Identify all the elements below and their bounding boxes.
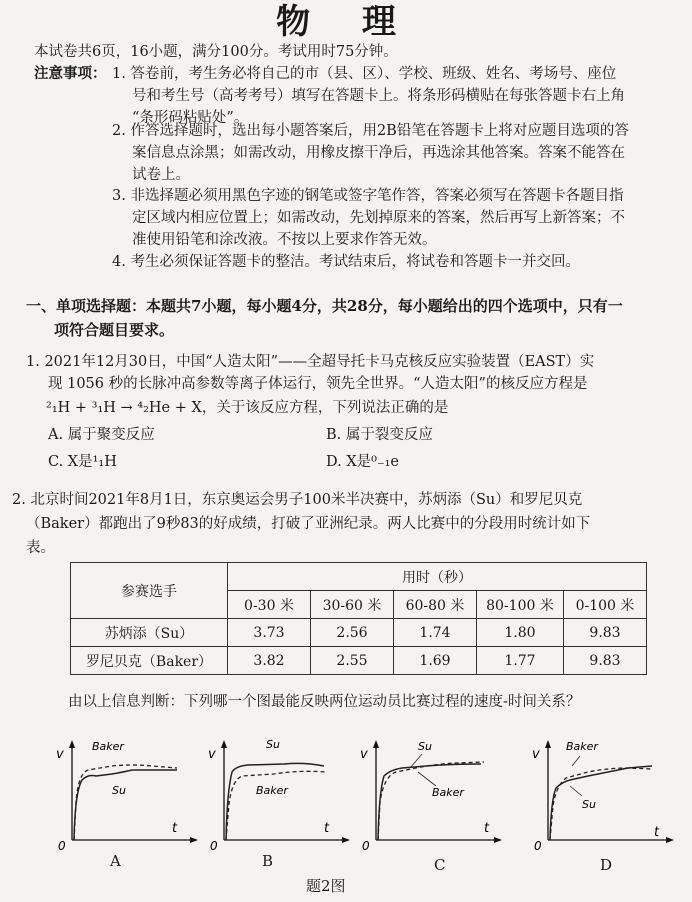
time-header: 用时（秒） — [228, 563, 647, 591]
segment-header: 0-30 米 — [228, 591, 311, 619]
segment-header: 0-100 米 — [564, 591, 647, 619]
q1-option-c: C. X是¹₁H — [48, 454, 117, 470]
figure-caption: 题2图 — [306, 877, 346, 895]
time-cell: 2.56 — [311, 619, 394, 647]
split-times-table — [70, 562, 647, 675]
graph-d — [528, 732, 678, 856]
segment-header: 30-60 米 — [311, 591, 394, 619]
notice-2-line-3: 试卷上。 — [132, 167, 190, 183]
graph-a-solid-label: Su — [112, 784, 126, 797]
graph-a-dashed-label: Baker — [92, 740, 124, 753]
graph-d-v-label: v — [532, 747, 540, 762]
q2-line-2: （Baker）都跑出了9秒83的好成绩，打破了亚洲纪录。两人比赛中的分段用时统计如下 — [26, 516, 591, 532]
table-header-row — [71, 563, 647, 591]
graph-a-t-label: t — [172, 821, 178, 836]
section-1-heading-cont: 项符合题目要求。 — [54, 321, 175, 339]
time-cell: 1.77 — [477, 647, 564, 675]
time-cell: 9.83 — [564, 619, 647, 647]
time-cell: 1.80 — [477, 619, 564, 647]
graph-b — [204, 732, 354, 856]
q1-equation: ²₁H + ³₁H → ⁴₂He + X，关于该反应方程，下列说法正确的是 — [46, 400, 449, 416]
notice-2-line-1: 2. 作答选择题时，选出每小题答案后，用2B铅笔在答题卡上将对应题目选项的答 — [112, 123, 629, 139]
time-cell: 9.83 — [564, 647, 647, 675]
notice-1-line-1: 1. 答卷前，考生务必将自己的市（县、区）、学校、班级、姓名、考场号、座位 — [112, 66, 617, 82]
graph-d-dashed-label: Baker — [566, 740, 598, 753]
graph-d-t-label: t — [654, 825, 660, 840]
graph-c-origin: 0 — [362, 839, 370, 852]
time-cell: 1.69 — [394, 647, 477, 675]
notice-2-line-2: 案信息点涂黑；如需改动，用橡皮擦干净后，再选涂其他答案。答案不能答在 — [132, 145, 625, 161]
notice-4-line-1: 4. 考生必须保证答题卡的整洁。考试结束后，将试卷和答题卡一并交回。 — [112, 254, 580, 270]
section-1-heading: 一、单项选择题：本题共7小题，每小题4分，共28分，每小题给出的四个选项中，只有一 — [26, 297, 623, 315]
graph-d-letter: D — [600, 856, 613, 874]
graph-c-dashed-label: Baker — [432, 786, 464, 799]
page-title: 物 理 — [276, 2, 416, 42]
player-name: 罗尼贝克（Baker） — [71, 647, 228, 675]
graph-d-origin: 0 — [534, 839, 542, 852]
notice-1-line-2: 号和考生号（高考考号）填写在答题卡上。将条形码横贴在每张答题卡右上角 — [132, 88, 625, 104]
graph-a-letter: A — [110, 852, 121, 870]
q2-line-1: 2. 北京时间2021年8月1日，东京奥运会男子100米半决赛中，苏炳添（Su）和罗尼贝克 — [12, 492, 583, 508]
notice-3-line-3: 准使用铅笔和涂改液。不按以上要求作答无效。 — [132, 232, 437, 248]
graph-c-letter: C — [434, 856, 446, 874]
time-cell: 3.73 — [228, 619, 311, 647]
time-cell: 3.82 — [228, 647, 311, 675]
notice-label: 注意事项： — [34, 65, 107, 82]
q2-line-3: 表。 — [26, 540, 55, 556]
graph-c-t-label: t — [484, 821, 490, 836]
graph-c-solid-label: Su — [418, 740, 432, 753]
segment-header: 60-80 米 — [394, 591, 477, 619]
player-header: 参赛选手 — [71, 563, 228, 619]
q1-option-d: D. X是⁰₋₁e — [326, 454, 400, 470]
q1-option-a: A. 属于聚变反应 — [48, 427, 155, 443]
graph-b-origin: 0 — [210, 839, 218, 852]
graph-c-v-label: v — [360, 747, 368, 762]
graph-b-v-label: v — [208, 747, 216, 762]
q2-question: 由以上信息判断：下列哪一个图最能反映两位运动员比赛过程的速度-时间关系？ — [68, 694, 581, 710]
q1-option-b: B. 属于裂变反应 — [326, 427, 433, 443]
exam-intro: 本试卷共6页，16小题，满分100分。考试用时75分钟。 — [34, 44, 398, 60]
table-row — [71, 647, 647, 675]
table-row — [71, 619, 647, 647]
graph-b-solid-label: Su — [266, 738, 280, 751]
player-name: 苏炳添（Su） — [71, 619, 228, 647]
graph-c — [356, 732, 506, 856]
graph-a — [52, 732, 202, 856]
graph-a-v-label: v — [56, 747, 64, 762]
graph-d-solid-label: Su — [582, 798, 596, 811]
graph-b-letter: B — [262, 852, 274, 870]
graph-b-t-label: t — [324, 821, 330, 836]
q1-line-1: 1. 2021年12月30日，中国“人造太阳”——全超导托卡马克核反应实验装置（EAST）实 — [26, 354, 595, 370]
notice-3-line-2: 定区域内相应位置上；如需改动，先划掉原来的答案，然后再写上新答案；不 — [132, 210, 625, 226]
time-cell: 2.55 — [311, 647, 394, 675]
graph-b-dashed-label: Baker — [256, 784, 288, 797]
segment-header: 80-100 米 — [477, 591, 564, 619]
time-cell: 1.74 — [394, 619, 477, 647]
notice-1-line-3: “条形码粘贴处”。 — [132, 110, 249, 126]
q1-line-2: 现 1056 秒的长脉冲高参数等离子体运行，领先全世界。“人造太阳”的核反应方程是 — [48, 376, 588, 392]
notice-3-line-1: 3. 非选择题必须用黑色字迹的钢笔或签字笔作答，答案必须写在答题卡各题目指 — [112, 188, 624, 204]
graph-a-origin: 0 — [58, 839, 66, 852]
